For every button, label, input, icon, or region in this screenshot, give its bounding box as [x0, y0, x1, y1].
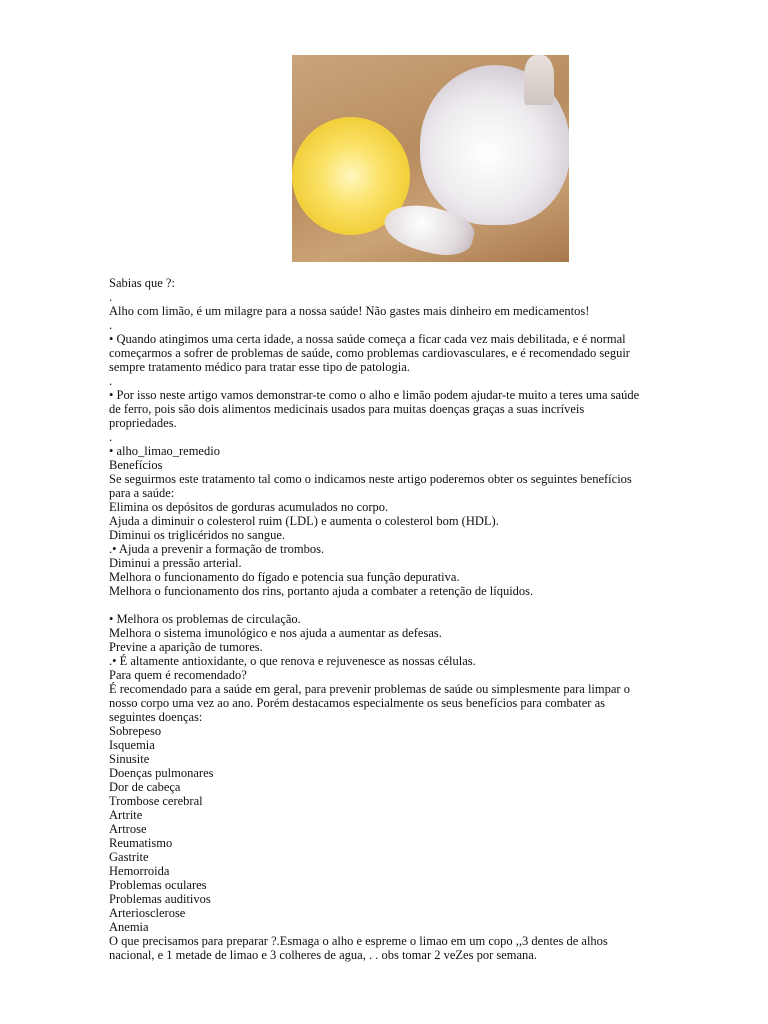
text-line: É recomendado para a saúde em geral, para prevenir problemas de saúde ou simplesmente para limpar o — [109, 682, 630, 696]
text-line: nacional, e 1 metade de limao e 3 colheres de agua, . . obs tomar 2 veZes por semana. — [109, 948, 537, 962]
text-line: Se seguirmos este tratamento tal como o indicamos neste artigo poderemos obter os seguintes benefícios — [109, 472, 632, 486]
text-line: Previne a aparição de tumores. — [109, 640, 263, 654]
text-line: • Quando atingimos uma certa idade, a nossa saúde começa a ficar cada vez mais debilitada, e é normal — [109, 332, 626, 346]
text-line: Arteriosclerose — [109, 906, 186, 920]
text-line: Artrose — [109, 822, 147, 836]
text-line: Dor de cabeça — [109, 780, 181, 794]
text-line: Sobrepeso — [109, 724, 162, 738]
text-line: seguintes doenças: — [109, 710, 203, 724]
text-line: Elimina os depósitos de gorduras acumulados no corpo. — [109, 500, 389, 514]
text-line: .• Ajuda a prevenir a formação de trombos. — [109, 542, 325, 556]
text-line: para a saúde: — [109, 486, 175, 500]
text-line: Melhora o funcionamento dos rins, portanto ajuda a combater a retenção de líquidos. — [109, 584, 534, 598]
text-line: • Melhora os problemas de circulação. — [109, 612, 301, 626]
text-line: sempre tratamento médico para tratar esse tipo de patologia. — [109, 360, 410, 374]
text-line: Artrite — [109, 808, 143, 822]
text-line: Para quem é recomendado? — [109, 668, 247, 682]
text-line: Isquemia — [109, 738, 155, 752]
document-body — [109, 276, 669, 962]
text-line: Melhora o sistema imunológico e nos ajuda a aumentar as defesas. — [109, 626, 442, 640]
text-line: Diminui a pressão arterial. — [109, 556, 242, 570]
text-line: Diminui os triglicéridos no sangue. — [109, 528, 286, 542]
text-line: propriedades. — [109, 416, 177, 430]
text-line: Sinusite — [109, 752, 150, 766]
text-line: • Por isso neste artigo vamos demonstrar-te como o alho e limão podem ajudar-te muito a teres uma saúde — [109, 388, 640, 402]
separator-dot: . — [109, 374, 113, 388]
text-line: O que precisamos para preparar ?.Esmaga o alho e espreme o limao em um copo ,,3 dentes de alhos — [109, 934, 608, 948]
blank-line — [109, 598, 669, 612]
text-line: nosso corpo uma vez ao ano. Porém destacamos especialmente os seus benefícios para combater as — [109, 696, 606, 710]
text-line: Reumatismo — [109, 836, 173, 850]
text-line: Gastrite — [109, 850, 149, 864]
text-line: Benefícios — [109, 458, 163, 472]
text-line: Problemas auditivos — [109, 892, 211, 906]
text-line: • alho_limao_remedio — [109, 444, 220, 458]
text-line: Hemorroida — [109, 864, 170, 878]
text-line: de ferro, pois são dois alimentos medicinais usados para muitas doenças graças a suas incríveis — [109, 402, 585, 416]
text-line: Doenças pulmonares — [109, 766, 214, 780]
separator-dot: . — [109, 290, 113, 304]
text-line: começarmos a sofrer de problemas de saúde, como problemas cardiovasculares, e é recomendado seguir — [109, 346, 630, 360]
text-line: Trombose cerebral — [109, 794, 203, 808]
garlic-stem — [524, 55, 554, 105]
text-line: Anemia — [109, 920, 149, 934]
text-line: Melhora o funcionamento do fígado e potencia sua função depurativa. — [109, 570, 460, 584]
text-line: Problemas oculares — [109, 878, 207, 892]
text-line: Ajuda a diminuir o colesterol ruim (LDL) e aumenta o colesterol bom (HDL). — [109, 514, 499, 528]
separator-dot: . — [109, 318, 113, 332]
text-line: Alho com limão, é um milagre para a nossa saúde! Não gastes mais dinheiro em medicamentos! — [109, 304, 590, 318]
text-line: .• É altamente antioxidante, o que renova e rejuvenesce as nossas células. — [109, 654, 476, 668]
garlic-lemon-photo — [292, 55, 569, 262]
text-line: Sabias que ?: — [109, 276, 175, 290]
separator-dot: . — [109, 430, 113, 444]
